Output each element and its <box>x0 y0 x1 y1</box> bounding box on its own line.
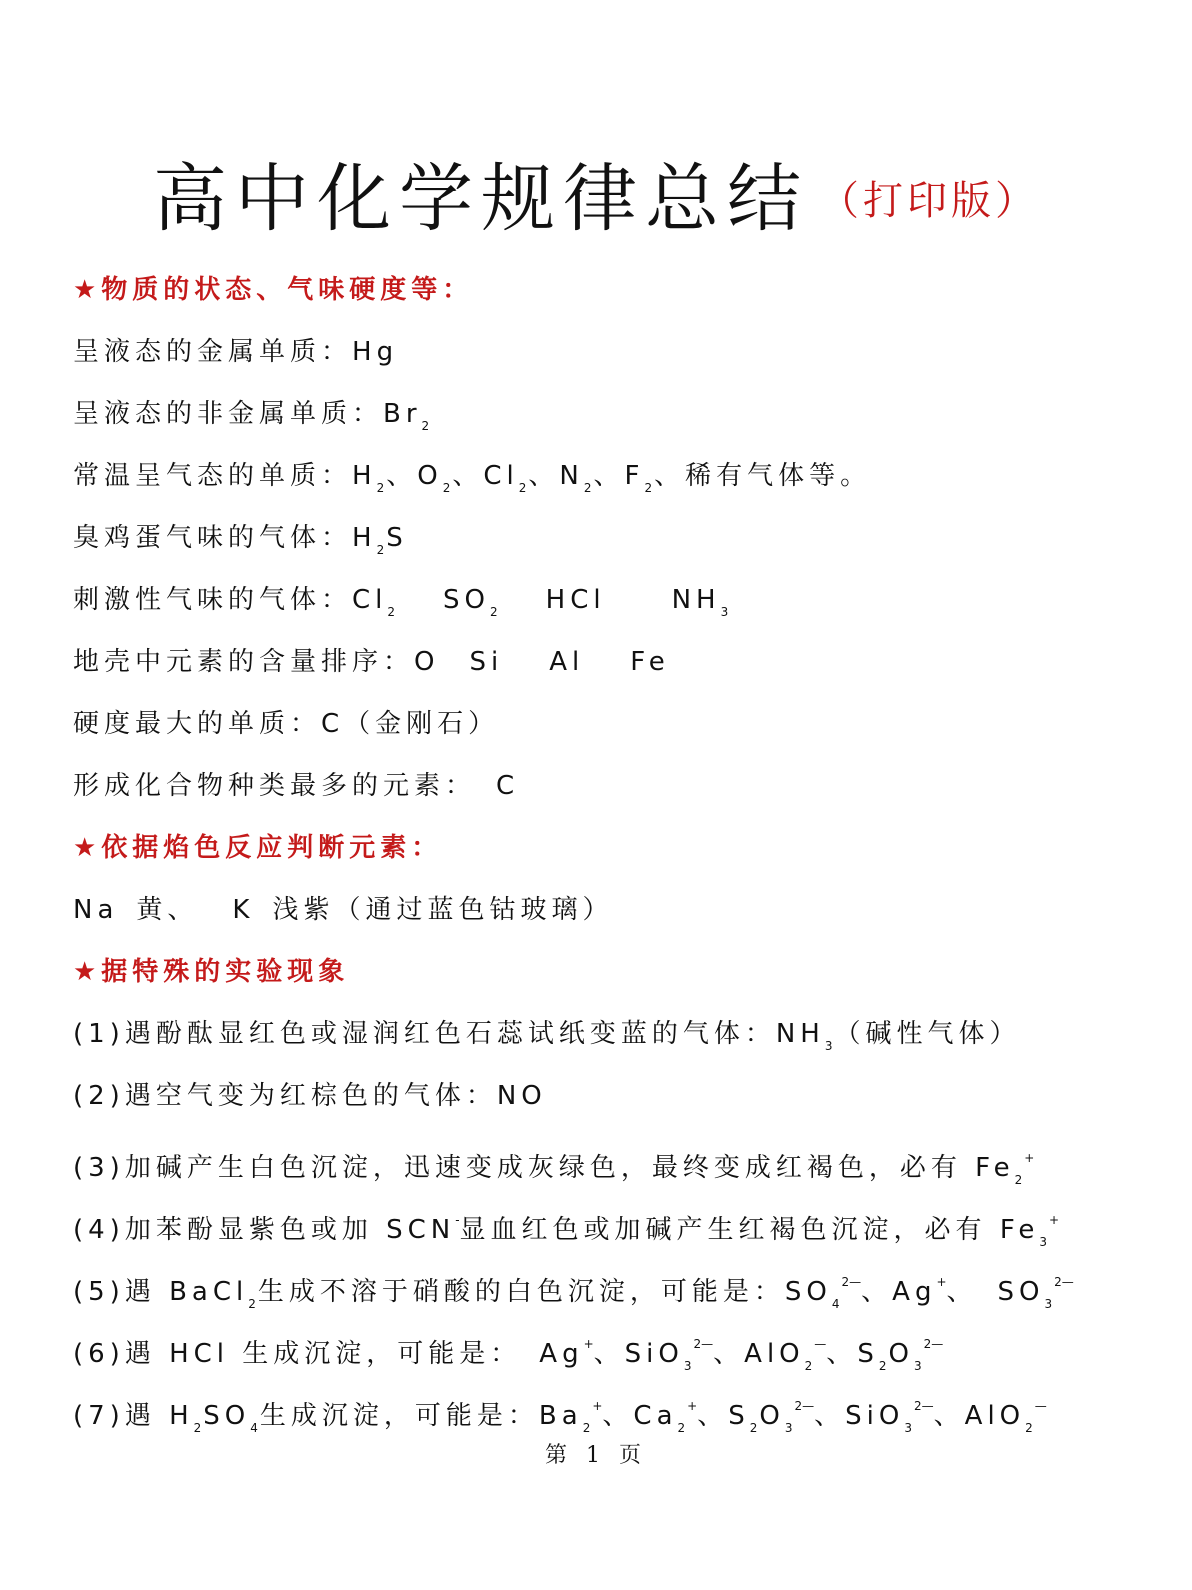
item-6: (6)遇 HCl 生成沉淀，可能是： Ag+、SiO$_3^{2—}$、AlO$_2$—、$S_2O_3^{2—}$ <box>73 1337 944 1373</box>
title-sub: （打印版） <box>819 178 1039 224</box>
section-heading-phenomena: ★据特殊的实验现象 <box>73 957 350 987</box>
line-most-compounds: 形成化合物种类最多的元素： C <box>73 771 520 801</box>
line-gaseous-elements: 常温呈气态的单质：$H_2$、$O_2$、$Cl_2$、$N_2$、$F_2$、稀有气体等。 <box>73 461 872 495</box>
line-flame-colors: Na 黄、 K 浅紫（通过蓝色钴玻璃） <box>73 895 614 925</box>
item-1: (1)遇酚酞显红色或湿润红色石蕊试纸变蓝的气体：$NH_3$（碱性气体） <box>73 1019 1021 1053</box>
line-irritant-gases: 刺激性气味的气体：$Cl_2$ $SO_2$ HCl $NH_3$ <box>73 585 729 619</box>
title-main: 高中化学规律总结 <box>153 156 809 242</box>
item-4: (4)加苯酚显紫色或加 SCN-显血红色或加碱产生红褐色沉淀，必有 $Fe_3^+$ <box>73 1213 1060 1249</box>
line-crust-elements: 地壳中元素的含量排序：O Si Al Fe <box>73 647 670 677</box>
line-hardest-element: 硬度最大的单质：C（金刚石） <box>73 709 500 739</box>
item-2: (2)遇空气变为红棕色的气体：NO <box>73 1081 547 1111</box>
line-rotten-egg-gas: 臭鸡蛋气味的气体：$H_2S$ <box>73 523 408 557</box>
line-liquid-nonmetal: 呈液态的非金属单质：$Br_2$ <box>73 399 430 433</box>
document-title <box>0 140 1192 246</box>
section-heading-flame-test: ★依据焰色反应判断元素： <box>73 833 443 863</box>
item-7: (7)遇 $H_2SO_4$生成沉淀，可能是：$Ba_2^+$、$Ca_2^+$、$S_2O_3^{2—}$、SiO$_3^{2—}$、AlO$_2$— <box>73 1399 1047 1435</box>
line-liquid-metal: 呈液态的金属单质：Hg <box>73 337 399 367</box>
page-number: 第 1 页 <box>545 1443 647 1468</box>
item-3: (3)加碱产生白色沉淀，迅速变成灰绿色，最终变成红褐色，必有 $Fe_2^+$ <box>73 1151 1035 1187</box>
section-heading-states: ★物质的状态、气味硬度等： <box>73 275 474 305</box>
item-5: (5)遇 BaCl$_2$生成不溶于硝酸的白色沉淀，可能是：$SO_4^{2—}$、Ag+、 $SO_3^{2—}$ <box>73 1275 1074 1311</box>
